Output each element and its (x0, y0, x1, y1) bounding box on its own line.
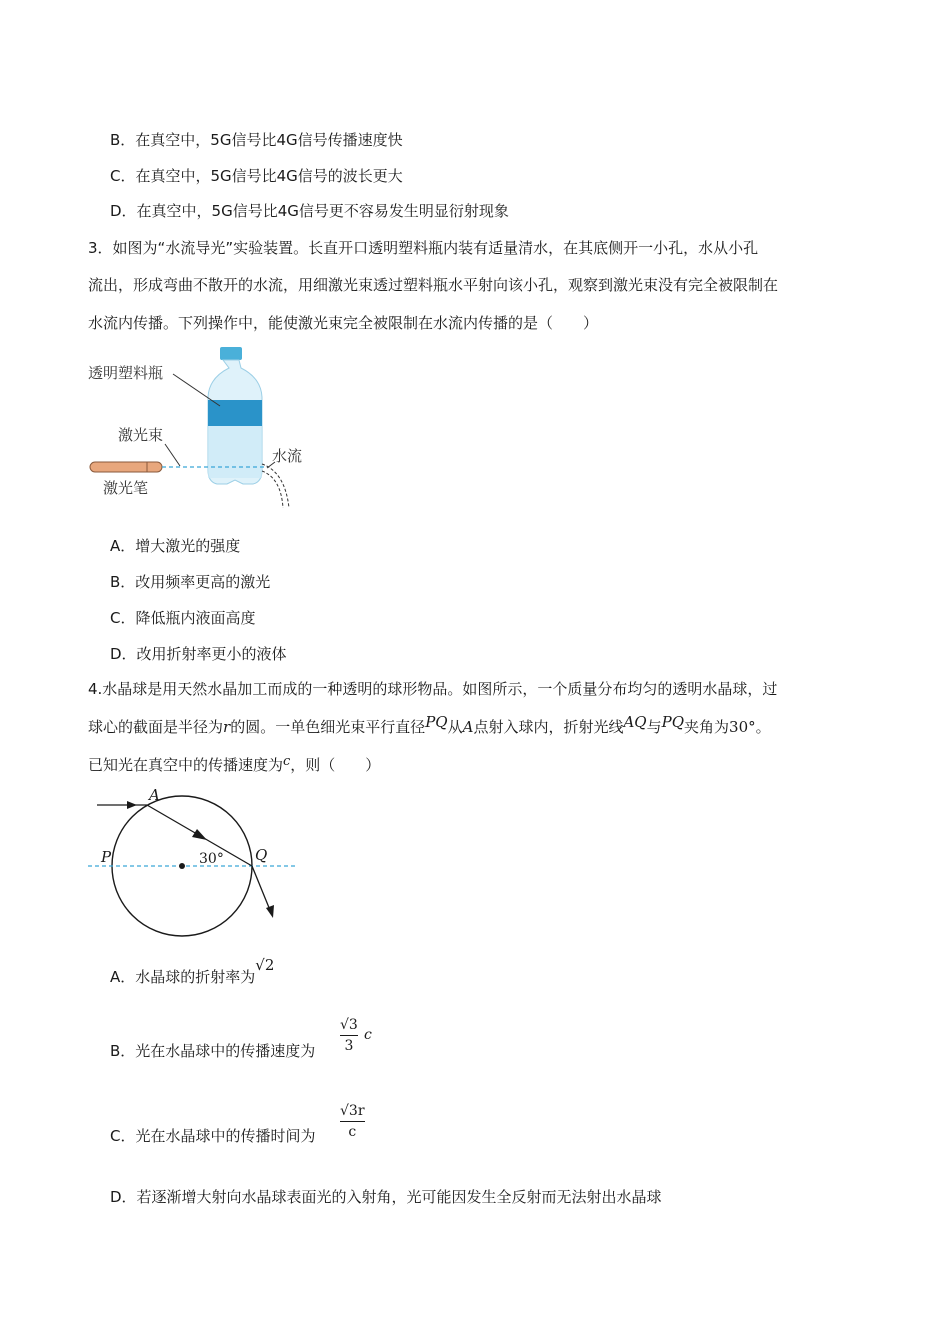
q3-stem-line2: 流出，形成弯曲不散开的水流，用细激光束透过塑料瓶水平射向该小孔，观察到激光束没有完全被限制在 (88, 276, 779, 294)
label-bottle: 透明塑料瓶 (88, 364, 164, 382)
q4-stem-line3: 已知光在真空中的传播速度为c，则（ ） (88, 754, 381, 774)
center-point (179, 863, 185, 869)
label-point-p: P (101, 848, 112, 866)
q4-option-c: C．光在水晶球中的传播时间为 (110, 1127, 316, 1145)
q2-option-c: C．在真空中，5G信号比4G信号的波长更大 (110, 167, 403, 185)
q4-option-a: A．水晶球的折射率为√2 (110, 956, 275, 986)
q4-option-b-fraction: √3 3 (340, 1017, 358, 1054)
q3-stem-line1: 3．如图为“水流导光”实验装置。长直开口透明塑料瓶内装有适量清水，在其底侧开一小孔，水从小孔 (88, 239, 759, 257)
q3-option-a: A．增大激光的强度 (110, 537, 241, 555)
q3-option-b: B．改用频率更高的激光 (110, 573, 271, 591)
q3-stem-line3: 水流内传播。下列操作中，能使激光束完全被限制在水流内传播的是（ ） (88, 314, 599, 332)
water-stream (262, 464, 289, 508)
bottle-cap (220, 347, 242, 360)
label-point-q: Q (255, 846, 268, 864)
label-point-a: A (149, 786, 160, 804)
q4-option-c-fraction: √3r c (340, 1103, 365, 1140)
q3-option-c: C．降低瓶内液面高度 (110, 609, 256, 627)
q4-option-d: D．若逐渐增大射向水晶球表面光的入射角，光可能因发生全反射而无法射出水晶球 (110, 1188, 662, 1206)
laser-pen (90, 462, 162, 472)
label-laser-beam: 激光束 (118, 426, 164, 444)
water-light-guide-figure (85, 342, 325, 512)
q4-option-b-c: c (364, 1027, 372, 1043)
label-laser-pen: 激光笔 (103, 479, 149, 497)
crystal-ball-figure (85, 785, 300, 945)
q2-option-d: D．在真空中，5G信号比4G信号更不容易发生明显衍射现象 (110, 202, 509, 220)
q4-stem-line1: 4.水晶球是用天然水晶加工而成的一种透明的球形物品。如图所示，一个质量分布均匀的透明水晶球，过 (88, 680, 778, 698)
q4-option-b: B．光在水晶球中的传播速度为 (110, 1042, 316, 1060)
label-angle: 30° (199, 851, 224, 867)
q2-option-b: B．在真空中，5G信号比4G信号传播速度快 (110, 131, 403, 149)
q4-stem-line2: 球心的截面是半径为r的圆。一单色细光束平行直径PQ从A点射入球内，折射光线AQ与PQ夹角为30°。 (88, 713, 771, 736)
bottle-water (208, 426, 262, 478)
label-water-stream: 水流 (272, 447, 303, 465)
q3-option-d: D．改用折射率更小的液体 (110, 645, 287, 663)
